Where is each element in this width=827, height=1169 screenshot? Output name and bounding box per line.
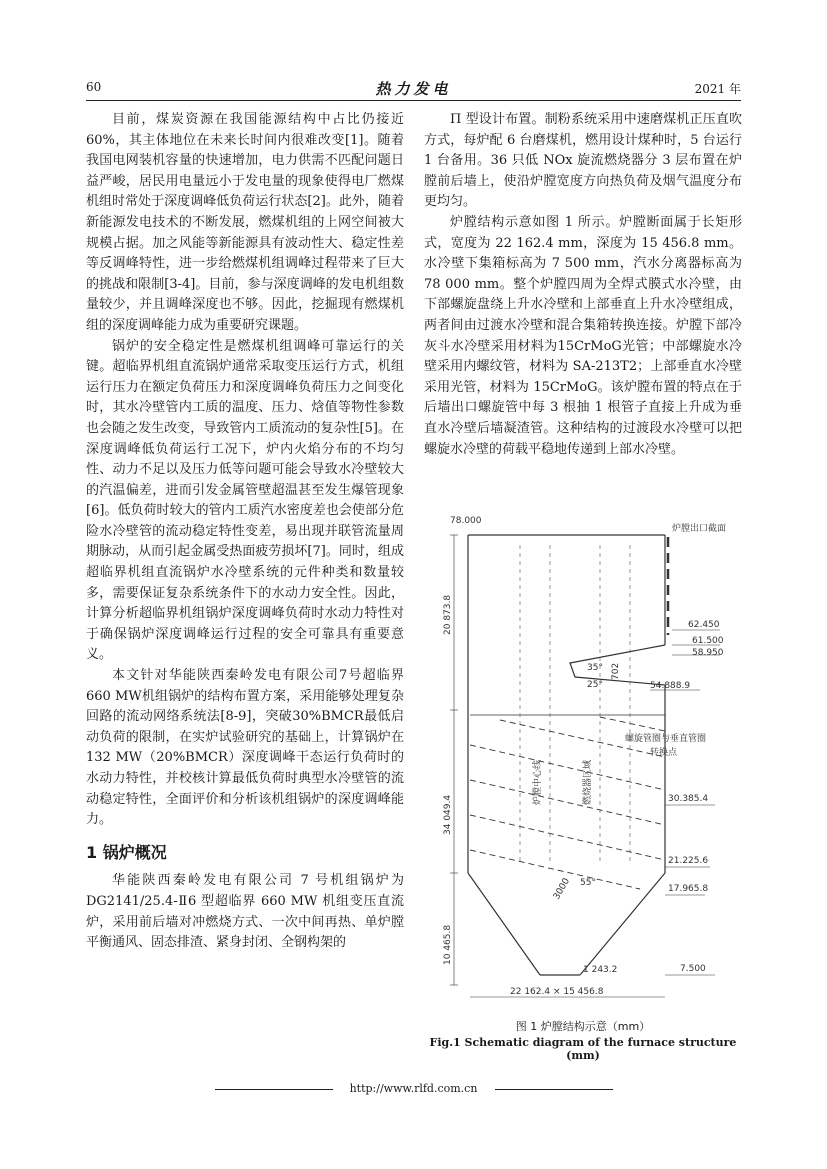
label-dim1: 20 873.8	[443, 594, 453, 635]
section-heading: 1 锅炉概况	[86, 842, 167, 862]
paragraph: 锅炉的安全稳定性是燃煤机组调峰可靠运行的关键。超临界机组直流锅炉通常采取变压运行方式，机组运行压力在额定负荷压力和深度调峰负荷压力之间变化时，其水冷壁管内工质的温度、压力、焓值等物性参数也会随之发生改变，导致管内工质流动的复杂性[5]。在深度调峰低负荷运行工况下，炉内火焰分布的不均匀性、动力不足以及压力低等问题可能会导致水冷壁较大的汽温偏差，进而引发金属管壁超温甚至发生爆管现象[6]。低负荷时较大的管内工质汽水密度差也会使部分危险水冷壁管的流动稳定特性变差，易出现并联管流量周期脉动，从而引起金属受热面疲劳损坏[7]。同时，组成超临界机组直流锅炉水冷壁系统的元件种类和数量较多，需要保证复杂系统条件下的水动力安全性。因此，计算分析超临界机组锅炉深度调峰负荷时水动力特性对于确保锅炉深度调峰运行过程的安全可靠具有重要意义。	[86, 338, 404, 663]
label-e21: 21.225.6	[668, 856, 709, 866]
furnace-figure	[440, 505, 750, 1025]
label-e7500: 7.500	[680, 964, 706, 974]
label-d3000: 3000	[551, 876, 573, 902]
label-dim3: 10 465.8	[443, 924, 453, 965]
label-e17: 17.965.8	[668, 884, 709, 894]
label-center: 炉膛中心线	[533, 759, 543, 805]
year: 2021 年	[694, 82, 741, 96]
label-top-elev: 78.000	[450, 516, 482, 526]
figure-caption-en: Fig.1 Schematic diagram of the furnace structure (mm)	[429, 1036, 737, 1062]
label-outlet: 炉膛出口截面	[672, 524, 727, 534]
label-a25: 25°	[587, 680, 603, 690]
label-a35: 35°	[587, 663, 603, 673]
label-burner: 燃烧器区域	[583, 759, 593, 805]
paragraph: 炉膛结构示意如图 1 所示。炉膛断面属于长矩形式，宽度为 22 162.4 mm，深度为 15 456.8 mm。水冷壁下集箱标高为 7 500 mm，汽水分离器标高为 78 000 mm。整个炉膛四周为全焊式膜式水冷壁，由下部螺旋盘绕上升水冷壁和上部垂直上升水冷壁组成，两者间由过渡水冷壁和混合集箱转换连接。炉膛下部冷灰斗水冷壁采用材料为15CrMoG光管；中部螺旋水冷壁采用内螺纹管，材料为 SA-213T2；上部垂直水冷壁采用光管，材料为 15CrMoG。该炉膛布置的特点在于后墙出口螺旋管中每 3 根抽 1 根管子直接上升成为垂直水冷壁后墙凝渣管。这种结构的过渡段水冷壁可以把螺旋水冷壁的荷载平稳地传递到上部水冷壁。	[424, 214, 742, 457]
header-rule	[86, 100, 741, 101]
paragraph: 华能陕西秦岭发电有限公司 7 号机组锅炉为DG2141/25.4-Ⅱ6 型超临界 660 MW 机组变压直流炉，采用前后墙对冲燃烧方式、一次中间再热、单炉膛平衡通风、固态排渣、紧身封闭、全钢构架的	[86, 873, 404, 951]
label-dim2: 34 049.4	[443, 794, 453, 835]
paragraph: Π 型设计布置。制粉系统采用中速磨煤机正压直吹方式，每炉配 6 台磨煤机，燃用设计煤种时，5 台运行 1 台备用。36 只低 NOx 旋流燃烧器分 3 层布置在炉膛前后墙上，使沿炉膛宽度方向热负荷及烟气温度分布更均匀。	[424, 112, 742, 210]
label-trans2: 转换点	[650, 748, 678, 758]
page-number: 60	[86, 80, 102, 94]
figure-caption-cn: 图 1 炉膛结构示意（mm）	[515, 1020, 651, 1033]
paragraph: 本文针对华能陕西秦岭发电有限公司7号超临界660 MW机组锅炉的结构布置方案，采用能够处理复杂回路的流动网络系统法[8-9]，突破30%BMCR最低启动负荷的限制，在实炉试验研究的基础上，计算锅炉在132 MW（20%BMCR）深度调峰干态运行负荷时的水动力特性，并校核计算最低负荷时典型水冷壁管的流动稳定特性，全面评价和分析该机组锅炉的深度调峰能力。	[86, 668, 404, 828]
label-d702: 702	[611, 662, 621, 680]
paragraph: 目前，煤炭资源在我国能源结构中占比仍接近60%，其主体地位在未来长时间内很难改变[1]。随着我国电网装机容量的快速增加，电力供需不匹配问题日益严峻，居民用电量远小于发电量的现象使得电厂燃煤机组时常处于深度调峰低负荷运行状态[2]。此外，随着新能源发电技术的不断发展，燃煤机组的上网空间被大规模占据。加之风能等新能源具有波动性大、稳定性差等反调峰特性，进一步给燃煤机组调峰过程带来了巨大的挑战和限制[3-4]。目前，参与深度调峰的发电机组数量较少，并且调峰深度也不够。因此，挖掘现有燃煤机组的深度调峰能力成为重要研究课题。	[86, 112, 404, 333]
label-width: 22 162.4 × 15 456.8	[510, 987, 604, 997]
label-e1243: 1 243.2	[583, 965, 618, 975]
furnace-diagram	[440, 505, 750, 1005]
hopper-right	[580, 873, 665, 975]
label-a55: 55°	[580, 878, 596, 888]
label-e54: 54.888.9	[650, 681, 691, 691]
right-column	[424, 110, 742, 460]
footer-rule-right	[495, 1089, 613, 1090]
footer-url[interactable]: http://www.rlfd.com.cn	[349, 1082, 478, 1095]
page-footer	[0, 1082, 827, 1095]
label-e61: 61.500	[692, 636, 724, 646]
label-e58: 58.950	[692, 648, 724, 658]
hopper-left	[468, 873, 540, 975]
page-header	[86, 78, 741, 98]
journal-title: 热力发电	[375, 80, 452, 98]
label-e30: 30.385.4	[668, 794, 709, 804]
label-trans1: 螺旋管圈与垂直管圈	[625, 734, 707, 744]
label-e62: 62.450	[688, 620, 720, 630]
footer-rule-left	[215, 1089, 333, 1090]
left-column	[86, 110, 404, 954]
